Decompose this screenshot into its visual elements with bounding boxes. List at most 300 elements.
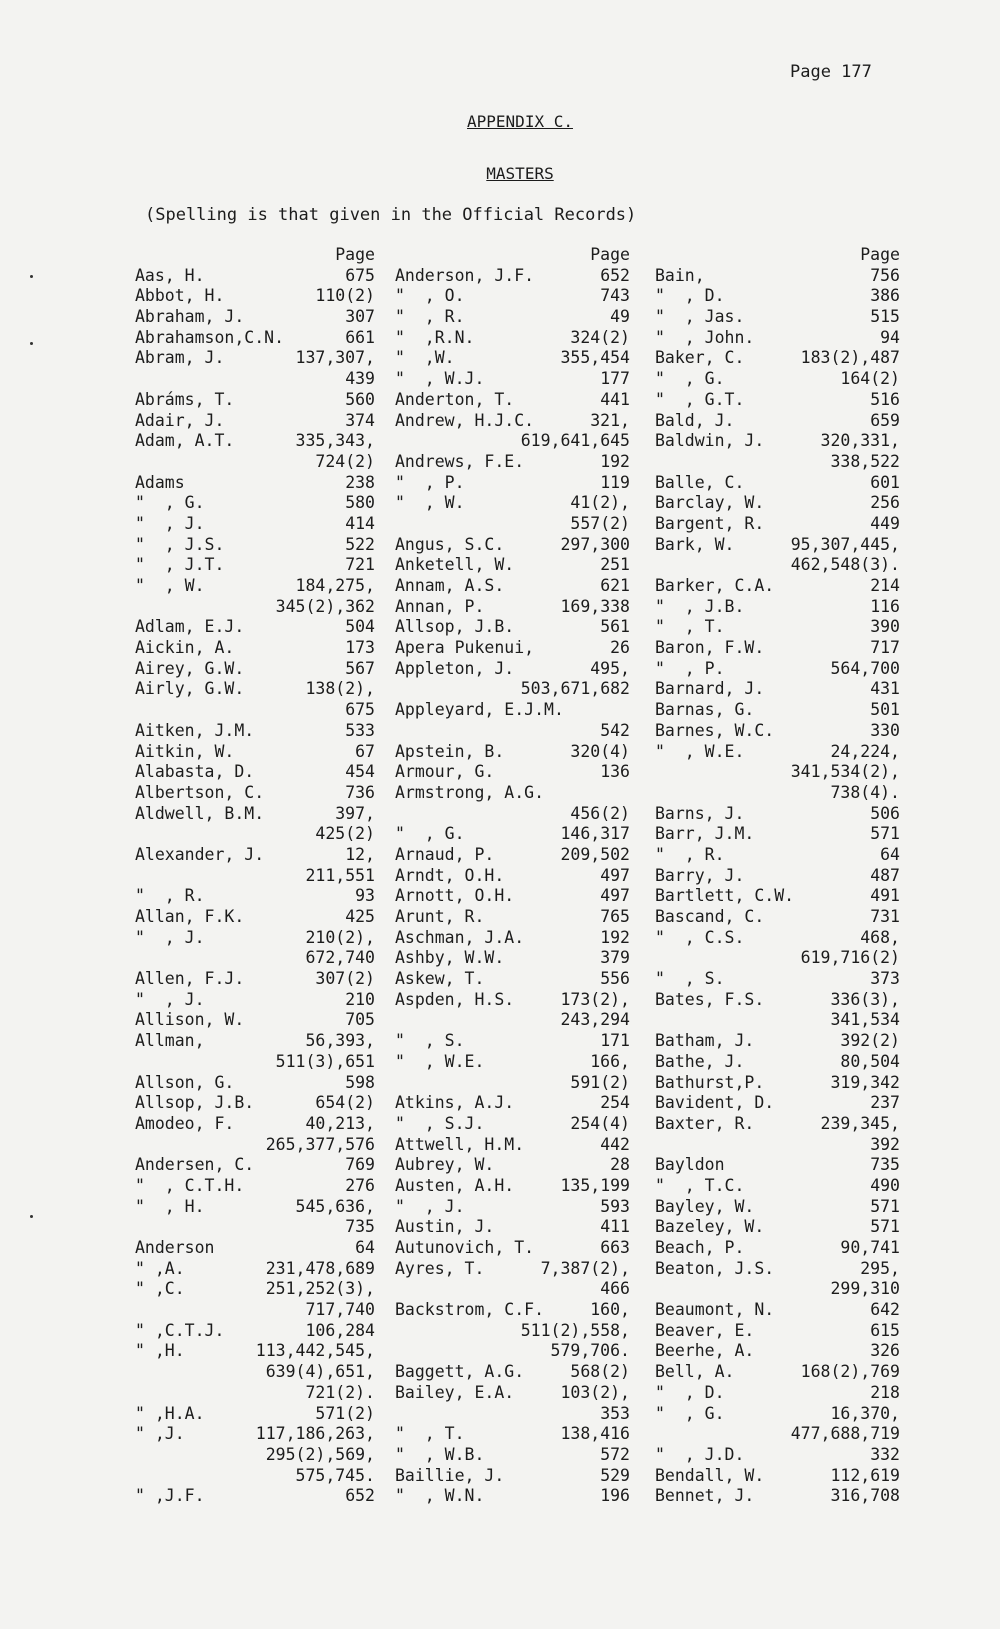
index-entry: [655, 286, 900, 307]
index-entry: [135, 411, 375, 432]
entry-name: Adlam, E.J.: [135, 617, 245, 637]
entry-pages: 295,: [860, 1258, 900, 1278]
entry-name: " , C.S.: [655, 927, 745, 947]
entry-pages: 231,478,689: [265, 1258, 375, 1278]
index-entry: [395, 1321, 630, 1342]
index-entry: [135, 1404, 375, 1425]
entry-pages: 332: [870, 1444, 900, 1464]
entry-pages: 276: [345, 1175, 375, 1195]
entry-pages: 67: [355, 741, 375, 761]
index-entry: [655, 1197, 900, 1218]
entry-name: " ,A.: [135, 1258, 185, 1278]
index-entry: [395, 886, 630, 907]
entry-pages: 661: [345, 327, 375, 347]
index-entry: [655, 1176, 900, 1197]
entry-pages: 265,377,576: [265, 1134, 375, 1154]
entry-name: Autunovich, T.: [395, 1238, 535, 1257]
entry-name: " , S.J.: [395, 1113, 485, 1133]
entry-name: Appleyard, E.J.M.: [395, 700, 564, 720]
entry-pages: 146,317: [560, 824, 630, 844]
entry-name: Alabasta, D.: [135, 762, 255, 782]
entry-name: Aubrey, W.: [395, 1155, 495, 1175]
entry-pages: 756: [870, 265, 900, 285]
index-entry: [135, 928, 375, 949]
index-entry: [395, 1362, 630, 1383]
index-entry: [135, 1073, 375, 1094]
index-entry: [655, 307, 900, 328]
entry-name: " , P.: [395, 472, 465, 492]
entry-name: Bartlett, C.W.: [655, 886, 795, 906]
entry-pages: 705: [345, 1010, 375, 1030]
entry-pages: 214: [870, 576, 900, 595]
index-entry: [135, 804, 375, 825]
index-entry: [135, 348, 375, 369]
index-entry: [395, 762, 630, 783]
entry-name: Allsop, J.B.: [395, 617, 515, 637]
entry-pages: 295(2),569,: [265, 1444, 375, 1464]
entry-pages: 173: [345, 638, 375, 658]
entry-pages: 40,213,: [305, 1113, 375, 1133]
index-entry: [135, 1155, 375, 1176]
entry-name: " , W.: [395, 493, 465, 513]
index-entry: [395, 1300, 630, 1321]
index-entry: [655, 638, 900, 659]
index-entry: [135, 990, 375, 1011]
entry-name: Andrew, H.J.C.: [395, 410, 535, 430]
entry-pages: 724(2): [315, 451, 375, 471]
index-entry: [395, 1010, 630, 1031]
entry-name: Aitken, J.M.: [135, 720, 255, 740]
entry-pages: 345(2),362: [275, 596, 375, 616]
section-title: MASTERS: [486, 164, 554, 183]
entry-name: Bailey, E.A.: [395, 1382, 515, 1402]
index-entry: [395, 969, 630, 990]
margin-mark: [30, 342, 33, 345]
entry-pages: 717,740: [305, 1300, 375, 1320]
entry-pages: 491: [870, 886, 900, 906]
index-entry: [135, 1031, 375, 1052]
entry-name: " , John.: [655, 327, 755, 347]
index-entry: [395, 1341, 630, 1362]
index-entry: [135, 700, 375, 721]
entry-pages: Page: [335, 245, 375, 264]
index-entry: [135, 535, 375, 556]
entry-name: " , T.: [395, 1424, 465, 1444]
entry-name: " , G.T.: [655, 389, 745, 409]
entry-name: Armstrong, A.G.: [395, 782, 545, 802]
index-entry: [395, 1217, 630, 1238]
index-entry: [395, 431, 630, 452]
index-entry: [395, 576, 630, 597]
entry-name: Beerhe, A.: [655, 1341, 755, 1361]
index-entry: [655, 514, 900, 535]
entry-name: Bark, W.: [655, 534, 735, 554]
index-entry: [135, 1341, 375, 1362]
entry-pages: 454: [345, 762, 375, 782]
entry-pages: 238: [345, 472, 375, 492]
margin-mark: [30, 275, 33, 278]
entry-name: Beach, P.: [655, 1238, 745, 1257]
entry-name: Bazeley, W.: [655, 1217, 765, 1237]
entry-pages: 567: [345, 658, 375, 678]
index-entry: [395, 245, 630, 266]
entry-name: Annan, P.: [395, 596, 485, 616]
entry-pages: 652: [345, 1486, 375, 1506]
index-entry: [135, 679, 375, 700]
entry-pages: 439: [345, 369, 375, 389]
index-entry: [135, 328, 375, 349]
entry-name: " , W.: [135, 576, 205, 595]
index-entry: [655, 762, 900, 783]
index-entry: [655, 411, 900, 432]
index-entry: [655, 742, 900, 763]
index-entry: [395, 514, 630, 535]
entry-name: " ,H.: [135, 1341, 185, 1361]
entry-pages: 196: [600, 1486, 630, 1506]
entry-pages: 169,338: [560, 596, 630, 616]
index-entry: [395, 990, 630, 1011]
entry-pages: 243,294: [560, 1010, 630, 1030]
entry-name: Abram, J.: [135, 348, 225, 368]
index-entry: [135, 307, 375, 328]
entry-pages: 601: [870, 472, 900, 492]
entry-name: " ,R.N.: [395, 327, 475, 347]
index-entry: [655, 866, 900, 887]
index-entry: [655, 1093, 900, 1114]
entry-name: " , R.: [135, 886, 205, 906]
entry-name: Allan, F.K.: [135, 907, 245, 926]
index-entry: [655, 804, 900, 825]
entry-name: Arunt, R.: [395, 907, 485, 926]
entry-name: Apstein, B.: [395, 741, 505, 761]
index-entry: [395, 1424, 630, 1445]
entry-name: " ,J.F.: [135, 1486, 205, 1506]
entry-pages: 103(2),: [560, 1382, 630, 1402]
entry-pages: 431: [870, 679, 900, 699]
index-entry: [395, 597, 630, 618]
entry-pages: 183(2),487: [800, 348, 900, 368]
entry-name: Beaumont, N.: [655, 1300, 775, 1320]
entry-name: Balle, C.: [655, 472, 745, 492]
entry-name: " , J.: [135, 513, 205, 533]
index-entry: [395, 1486, 630, 1507]
entry-name: Austen, A.H.: [395, 1175, 515, 1195]
index-entry: [655, 824, 900, 845]
index-entry: [655, 390, 900, 411]
index-entry: [135, 493, 375, 514]
entry-name: Allman,: [135, 1031, 205, 1051]
index-entry: [135, 514, 375, 535]
index-entry: [395, 742, 630, 763]
index-entry: [655, 473, 900, 494]
entry-name: Baron, F.W.: [655, 638, 765, 658]
entry-name: Amodeo, F.: [135, 1113, 235, 1133]
entry-pages: 580: [345, 493, 375, 513]
entry-name: Aldwell, B.M.: [135, 803, 265, 823]
entry-pages: 397,: [335, 803, 375, 823]
index-entry: [135, 1424, 375, 1445]
index-entry: [655, 1362, 900, 1383]
index-entry: [655, 907, 900, 928]
index-entry: [135, 286, 375, 307]
entry-name: " ,W.: [395, 348, 455, 368]
index-entry: [395, 638, 630, 659]
entry-name: Aitkin, W.: [135, 741, 235, 761]
index-entry: [395, 1445, 630, 1466]
index-entry: [655, 990, 900, 1011]
index-entry: [395, 845, 630, 866]
entry-name: Allson, G.: [135, 1072, 235, 1092]
entry-name: " , T.C.: [655, 1175, 745, 1195]
entry-name: " , W.B.: [395, 1444, 485, 1464]
entry-name: Barns, J.: [655, 803, 745, 823]
entry-pages: 515: [870, 307, 900, 327]
index-entry: [395, 328, 630, 349]
entry-pages: 497: [600, 865, 630, 885]
entry-pages: 336(3),: [830, 989, 900, 1009]
index-entry: [135, 886, 375, 907]
index-entry: [395, 1176, 630, 1197]
entry-pages: 353: [600, 1403, 630, 1423]
entry-name: Bayley, W.: [655, 1196, 755, 1216]
index-entry: [655, 948, 900, 969]
entry-name: Allsop, J.B.: [135, 1093, 255, 1113]
entry-pages: 251,252(3),: [265, 1279, 375, 1299]
entry-name: Arndt, O.H.: [395, 865, 505, 885]
entry-pages: 593: [600, 1196, 630, 1216]
index-entry: [655, 348, 900, 369]
index-entry: [135, 1466, 375, 1487]
entry-name: Abbot, H.: [135, 286, 225, 306]
entry-name: " , J.S.: [135, 534, 225, 554]
entry-pages: 166,: [590, 1051, 630, 1071]
entry-pages: 675: [345, 700, 375, 720]
entry-name: " ,H.A.: [135, 1403, 205, 1423]
entry-pages: 560: [345, 389, 375, 409]
index-entry: [135, 948, 375, 969]
entry-name: " , J.D.: [655, 1444, 745, 1464]
entry-name: " ,C.T.J.: [135, 1320, 225, 1340]
entry-name: Appleton, J.: [395, 658, 515, 678]
index-entry: [655, 1404, 900, 1425]
entry-name: Anderton, T.: [395, 389, 515, 409]
entry-pages: 24,224,: [830, 741, 900, 761]
entry-pages: 503,671,682: [520, 679, 630, 699]
index-entry: [655, 721, 900, 742]
entry-name: Alexander, J.: [135, 844, 265, 864]
index-entry: [655, 928, 900, 949]
entry-name: " , J.: [135, 927, 205, 947]
index-entry: [655, 597, 900, 618]
index-entry: [395, 1404, 630, 1425]
entry-name: " , D.: [655, 286, 725, 306]
entry-pages: 192: [600, 927, 630, 947]
index-entry: [135, 845, 375, 866]
index-entry: [135, 1259, 375, 1280]
entry-pages: 572: [600, 1444, 630, 1464]
entry-pages: 598: [345, 1072, 375, 1092]
index-column-2: [395, 245, 630, 1507]
index-entry: [135, 721, 375, 742]
index-entry: [135, 266, 375, 287]
entry-name: Baggett, A.G.: [395, 1362, 525, 1382]
entry-name: Baldwin, J.: [655, 431, 765, 451]
entry-name: Bargent, R.: [655, 513, 765, 533]
entry-pages: 210(2),: [305, 927, 375, 947]
entry-name: Andrews, F.E.: [395, 451, 525, 471]
entry-pages: 561: [600, 617, 630, 637]
index-entry: [135, 1445, 375, 1466]
entry-pages: 466: [600, 1279, 630, 1299]
entry-pages: 117,186,263,: [255, 1424, 375, 1444]
index-entry: [655, 659, 900, 680]
index-entry: [655, 1321, 900, 1342]
index-entry: [655, 1031, 900, 1052]
entry-name: Anderson, J.F.: [395, 265, 535, 285]
index-entry: [655, 1259, 900, 1280]
entry-name: Bavident, D.: [655, 1093, 775, 1113]
index-entry: [395, 679, 630, 700]
entry-pages: 765: [600, 907, 630, 926]
index-entry: [655, 617, 900, 638]
entry-name: Bascand, C.: [655, 907, 765, 926]
entry-pages: 487: [870, 865, 900, 885]
entry-pages: 615: [870, 1320, 900, 1340]
index-entry: [135, 1486, 375, 1507]
entry-name: Beaton, J.S.: [655, 1258, 775, 1278]
entry-pages: 425(2): [315, 824, 375, 844]
entry-pages: 136: [600, 762, 630, 782]
entry-pages: 542: [600, 720, 630, 740]
entry-pages: 564,700: [830, 658, 900, 678]
entry-name: Andersen, C.: [135, 1155, 255, 1175]
entry-name: Angus, S.C.: [395, 534, 505, 554]
index-entry: [135, 390, 375, 411]
index-entry: [395, 1073, 630, 1094]
index-entry: [395, 348, 630, 369]
entry-name: Arnott, O.H.: [395, 886, 515, 906]
entry-pages: 135,199: [560, 1175, 630, 1195]
entry-pages: 557(2): [570, 513, 630, 533]
index-entry: [655, 1114, 900, 1135]
entry-pages: 529: [600, 1465, 630, 1485]
entry-name: Backstrom, C.F.: [395, 1300, 545, 1320]
entry-pages: 113,442,545,: [255, 1341, 375, 1361]
entry-pages: 184,275,: [295, 576, 375, 595]
entry-pages: 326: [870, 1341, 900, 1361]
entry-pages: 338,522: [830, 451, 900, 471]
index-entry: [395, 307, 630, 328]
index-entry: [655, 1486, 900, 1507]
entry-pages: Page: [590, 245, 630, 264]
entry-pages: 160,: [590, 1300, 630, 1320]
entry-pages: 441: [600, 389, 630, 409]
index-entry: [135, 597, 375, 618]
margin-mark: [30, 1215, 33, 1218]
entry-pages: 237: [870, 1093, 900, 1113]
entry-name: " , S.: [395, 1031, 465, 1051]
index-entry: [135, 1362, 375, 1383]
entry-name: Bates, F.S.: [655, 989, 765, 1009]
entry-pages: 522: [345, 534, 375, 554]
entry-name: Baillie, J.: [395, 1465, 505, 1485]
index-entry: [135, 866, 375, 887]
entry-pages: 138(2),: [305, 679, 375, 699]
entry-pages: 355,454: [560, 348, 630, 368]
entry-pages: 56,393,: [305, 1031, 375, 1051]
entry-pages: 320,331,: [820, 431, 900, 451]
entry-pages: 556: [600, 969, 630, 989]
entry-name: " , J.T.: [135, 555, 225, 575]
entry-pages: 619,716(2): [800, 948, 900, 968]
index-entry: [395, 1093, 630, 1114]
entry-pages: 49: [610, 307, 630, 327]
entry-pages: 106,284: [305, 1320, 375, 1340]
entry-pages: 392(2): [840, 1031, 900, 1051]
index-entry: [655, 700, 900, 721]
entry-pages: 119: [600, 472, 630, 492]
entry-pages: 41(2),: [570, 493, 630, 513]
entry-name: Attwell, H.M.: [395, 1134, 525, 1154]
entry-name: Barker, C.A.: [655, 576, 775, 595]
entry-name: Allen, F.J.: [135, 969, 245, 989]
index-entry: [135, 659, 375, 680]
entry-pages: 324(2): [570, 327, 630, 347]
index-entry: [655, 886, 900, 907]
entry-pages: 571: [870, 1217, 900, 1237]
entry-pages: 251: [600, 555, 630, 575]
entry-pages: 639(4),651,: [265, 1362, 375, 1382]
index-entry: [135, 783, 375, 804]
index-entry: [135, 907, 375, 928]
entry-pages: 209,502: [560, 844, 630, 864]
index-entry: [135, 555, 375, 576]
index-entry: [655, 535, 900, 556]
entry-pages: 321,: [590, 410, 630, 430]
index-entry: [135, 1217, 375, 1238]
entry-pages: 110(2): [315, 286, 375, 306]
entry-pages: 90,741: [840, 1238, 900, 1257]
entry-name: Albertson, C.: [135, 782, 265, 802]
entry-name: Arnaud, P.: [395, 844, 495, 864]
index-entry: [135, 824, 375, 845]
index-entry: [655, 1466, 900, 1487]
entry-pages: 386: [870, 286, 900, 306]
index-entry: [655, 1155, 900, 1176]
index-entry: [655, 845, 900, 866]
entry-name: Aspden, H.S.: [395, 989, 515, 1009]
entry-name: Airly, G.W.: [135, 679, 245, 699]
entry-name: Bathurst,P.: [655, 1072, 765, 1092]
entry-pages: 256: [870, 493, 900, 513]
entry-name: " , P.: [655, 658, 725, 678]
index-entry: [655, 266, 900, 287]
entry-name: " , G.: [395, 824, 465, 844]
index-entry: [655, 452, 900, 473]
entry-pages: 575,745.: [295, 1465, 375, 1485]
index-entry: [655, 969, 900, 990]
entry-name: Aickin, A.: [135, 638, 235, 658]
entry-pages: 411: [600, 1217, 630, 1237]
entry-pages: 64: [355, 1238, 375, 1257]
index-entry: [135, 1010, 375, 1031]
entry-pages: 93: [355, 886, 375, 906]
index-entry: [135, 1114, 375, 1135]
appendix-title: APPENDIX C.: [467, 112, 573, 131]
entry-pages: 511(2),558,: [520, 1320, 630, 1340]
entry-pages: 659: [870, 410, 900, 430]
index-entry: [395, 866, 630, 887]
